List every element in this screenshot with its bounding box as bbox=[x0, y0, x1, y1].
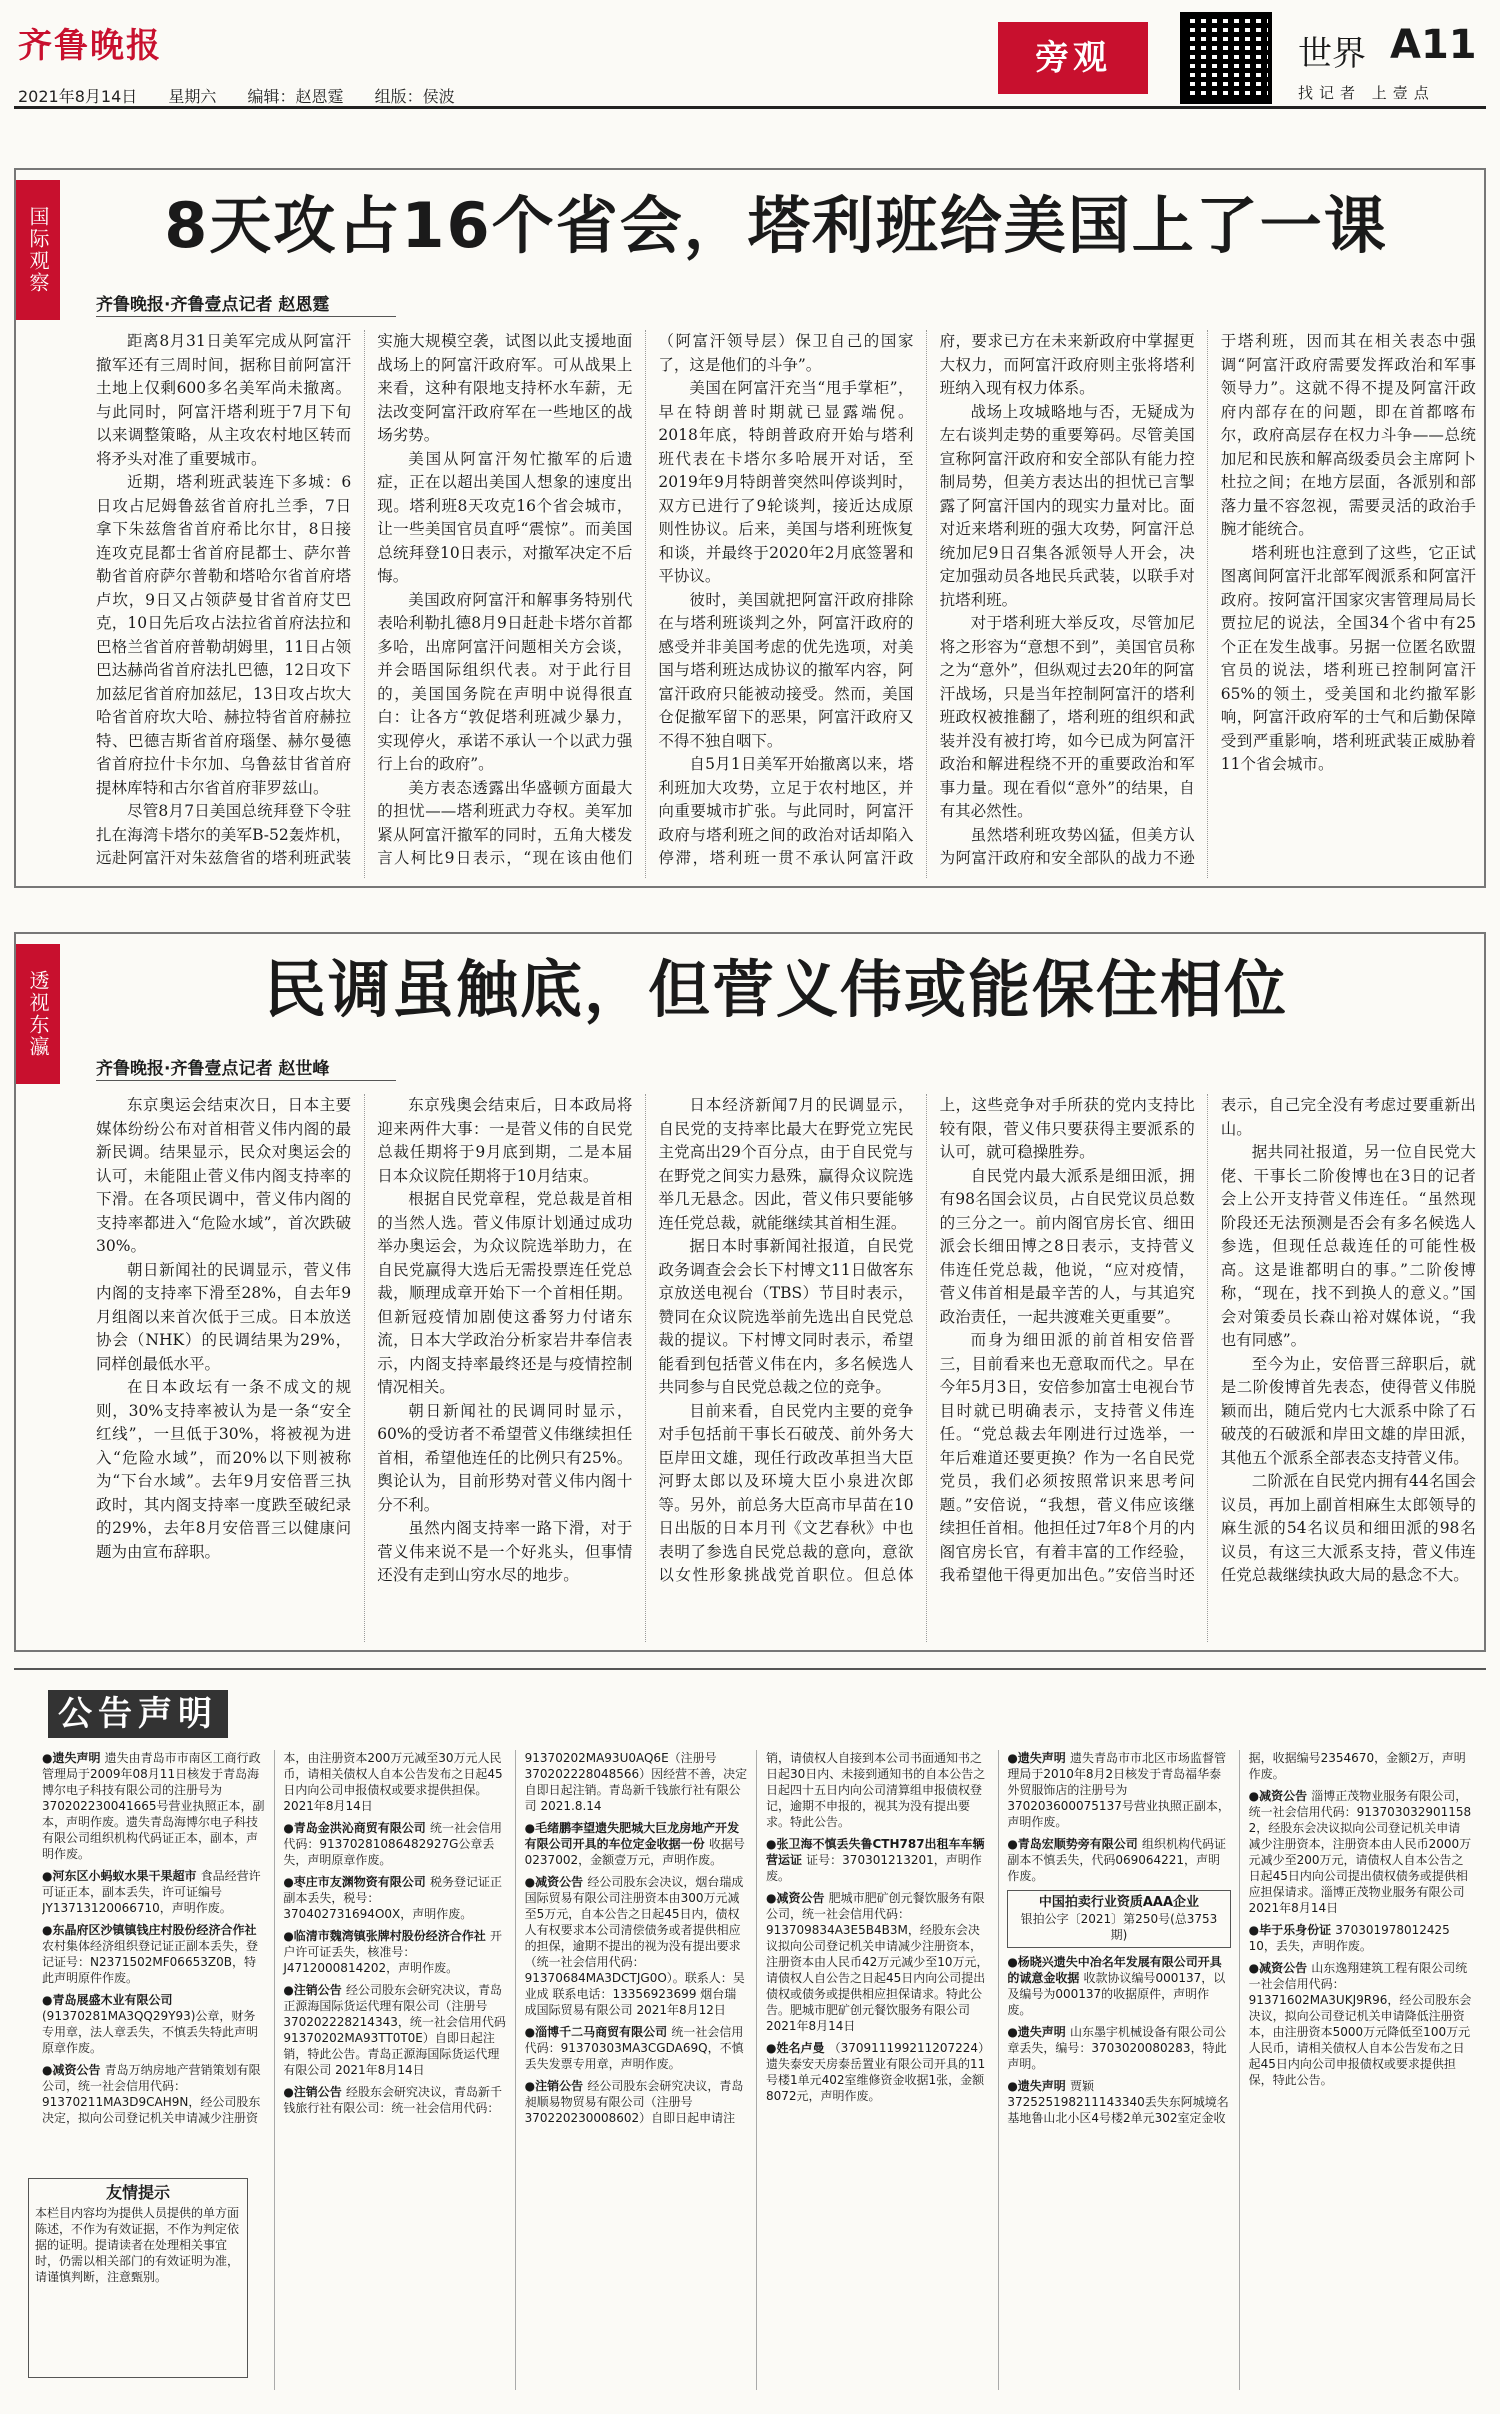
article-byline: 齐鲁晚报·齐鲁壹点记者 赵世峰 bbox=[96, 1059, 330, 1079]
notices-body bbox=[42, 1750, 1472, 2390]
notice-heading: ●遗失声明 bbox=[1007, 2079, 1070, 2093]
article-paragraph: 根据自民党章程，党总裁是首相的当然人选。菅义伟原计划通过成功举办奥运会，为众议院选举助力，在自民党赢得大选后无需投票连任党总裁，顺理成章开始下一个首相任期。但新冠疫情加剧使这番努力付诸东流，日本大学政治分析家岩井奉信表示，内阁支持率最终还是与疫情控制情况相关。 bbox=[377, 1190, 633, 1396]
notice-heading: ●东晶府区沙镇镇钱庄村股份经济合作社 bbox=[42, 1923, 257, 1937]
friendly-tip-title: 友情提示 bbox=[105, 2183, 170, 2202]
notice-text: 经股东会研究决议，青岛新千钱旅行社有限公司：统一社会信用代码：91370202MA93U0AQ6E（注册号370202228048566）因经营不善，决定自即日起注销。青岛新千钱旅行社有限公司 2021.8.14 bbox=[283, 1751, 748, 2115]
notice-heading: ●青岛宏顺势旁有限公司 bbox=[1007, 1837, 1142, 1851]
article-paragraph: 美方表态透露出华盛顿方面最大的担忧——塔利班武力夺权。美军加紧从阿富汗撤军的同时，五角大楼发言人柯比9日表示，“现在该由他们（阿富汗领导层）保卫自己的国家了，这是他们的斗争”。 bbox=[377, 332, 914, 867]
notice-item bbox=[42, 1922, 265, 1986]
article-paragraph: 自5月1日美军开始撤离以来，塔利班加大攻势，立足于农村地区，并向重要城市扩张。与此同时，阿富汗政府与塔利班之间的政治对话却陷入停滞，塔利班一贯不承认阿富汗政府，要求已方在未来新政府中掌握更大权力，而阿富汗政府则主张将塔利班纳入现有权力体系。 bbox=[658, 332, 1195, 867]
notice-heading: ●遗失声明 bbox=[42, 1751, 105, 1765]
article-paragraph: 尽管8月7日美国总统拜登下令驻扎在海湾卡塔尔的美军B-52轰炸机，远赴阿富汗对朱兹詹省的塔利班武装实施大规模空袭，试图以此支援地面战场上的阿富汗政府军。可从战果上来看，这种有限地支持杯水车薪，无法改变阿富汗政府军在一些地区的战场劣势。 bbox=[96, 332, 633, 867]
notice-text: 食品经营许可证正本，副本丢失，许可证编号JY13713120066710，声明作废。 bbox=[42, 1869, 261, 1915]
notice-heading: ●河东区小蚂蚁水果干果超市 bbox=[42, 1869, 201, 1883]
notice-item bbox=[1249, 1788, 1472, 1916]
qr-code-icon bbox=[1180, 12, 1272, 104]
notice-heading: ●临清市魏湾镇张牌村股份经济合作社 bbox=[283, 1929, 490, 1943]
notice-heading: ●减资公告 bbox=[765, 1891, 829, 1905]
dateline bbox=[18, 84, 481, 107]
notice-item bbox=[283, 1928, 506, 1976]
notice-item bbox=[766, 1836, 989, 1884]
article-body bbox=[96, 1094, 1476, 1642]
section-label: 世界 bbox=[1298, 34, 1366, 74]
notice-text: 统一社会信用代码：91370281086482927G公章丢失，声明原章作废。 bbox=[283, 1821, 502, 1867]
notice-item bbox=[42, 1750, 265, 1862]
friendly-tip-text: 本栏目内容均为提供人员提供的单方面陈述，不作为有效证据，不作为判定依据的证明。提请读者在处理相关事宜时，仍需以相关部门的有效证明为准，请谨慎判断，注意甄别。 bbox=[35, 2206, 240, 2284]
article-suga bbox=[14, 932, 1486, 1652]
notice-text: 收据号0237002，金额壹万元，声明作废。 bbox=[524, 1837, 745, 1867]
article-paragraph: 自民党内最大派系是细田派，拥有98名国会议员，占自民党议员总数的三分之一。前内阁官房长官、细田派会长细田博之8日表示，支持菅义伟连任党总裁，他说，“应对疫情，菅义伟首相是最辛苦的人，与其追究政治责任，一起共渡难关更重要”。 bbox=[939, 1166, 1195, 1326]
article-headline: 8天攻占16个省会，塔利班给美国上了一课 bbox=[164, 189, 1388, 262]
notice-item bbox=[766, 2040, 989, 2104]
article-paragraph: 而身为细田派的前首相安倍晋三，目前看来也无意取而代之。早在今年5月3日，安倍参加富士电视台节目时就已明确表示，支持菅义伟连任。“党总裁去年刚进行过选举，一年后难道还要更换？作为一名自民党党员，我们必须按照常识来思考问题。”安倍说，“我想，菅义伟应该继续担任首相。他担任过7年8个月的内阁官房长官，有着丰富的工作经验，我希望他干得更加出色。”安倍当时还表示，自己完全没有考虑过要重新出山。 bbox=[939, 1096, 1476, 1584]
notice-item bbox=[766, 1890, 989, 2034]
notice-text: 经公司股东会决议，烟台瑞成国际贸易有限公司注册资本由300万元减至5万元，自本公告之日起45日内，债权人有权要求本公司清偿债务或者提供相应的担保，逾期不提出的视为没有提出要求（统一社会信用代码：91370684MA3DCTJG0O）。联系人：吴业成 联系电话：13356923699 烟台瑞成国际贸易有限公司 2021年8月12日 bbox=[524, 1875, 745, 2017]
notice-text: 遗失由青岛市市南区工商行政管理局于2009年08月11日核发于青岛海博尔电子科技有限公司的注册号为370202230041665号营业执照正本，副本，声明作废。遗失青岛海博尔电子科技有限公司组织机构代码证正本，副本，声明作废。 bbox=[42, 1751, 265, 1861]
article-paragraph: 东京残奥会结束后，日本政局将迎来两件大事：一是菅义伟的自民党总裁任期将于9月底到期，二是本届日本众议院任期将于10月结束。 bbox=[377, 1096, 633, 1185]
byline-rule bbox=[96, 316, 396, 317]
notice-text: 山东墨宇机械设备有限公司公章丢失，编号：3703020080283，特此声明。 bbox=[1007, 2025, 1227, 2071]
notice-heading: ●杨晓兴遗失中冶名年发展有限公司开具的诚意金收据 bbox=[1007, 1955, 1222, 1985]
notice-text: 证号：370301213201，声明作废。 bbox=[765, 1853, 982, 1883]
header-rule bbox=[14, 106, 1486, 109]
issue-weekday: 星期六 bbox=[168, 87, 217, 106]
notice-heading: ●毕于乐身份证 bbox=[1248, 1923, 1336, 1937]
article-taliban bbox=[14, 168, 1486, 888]
notice-text: 统一社会信用代码：91370303MA3CGDA69Q，不慎丢失发票专用章，声明作废。 bbox=[524, 2025, 744, 2071]
article-paragraph: 二阶派在自民党内拥有44名国会议员，再加上副首相麻生太郎领导的麻生派的54名议员和细田派的98名议员，有这三大派系支持，菅义伟连任党总裁继续执政大局的悬念不大。 bbox=[1220, 1472, 1476, 1584]
notice-item bbox=[1007, 1954, 1230, 2018]
notice-heading: ●枣庄市友渊物资有限公司 bbox=[283, 1875, 430, 1889]
notice-heading: ●青岛金洪沁商贸有限公司 bbox=[283, 1821, 430, 1835]
notice-text: 遗失青岛市市北区市场监督管理局于2010年8月2日核发于青岛福华泰外贸服饰店的注册号为370203600075137号营业执照正副本，声明作废。 bbox=[1007, 1751, 1230, 1829]
editor-credit: 编辑：赵恩霆 bbox=[247, 87, 344, 106]
notice-item bbox=[1007, 2024, 1230, 2072]
article-paragraph: 塔利班也注意到了这些，它正试图离间阿富汗北部军阀派系和阿富汗政府。按阿富汗国家灾害管理局局长贾拉尼的说法，全国34个省中有25个正在发生战事。另据一位匿名欧盟官员的说法，塔利班已控制阿富汗65%的领土，受美国和北约撤军影响，阿富汗政府军的士气和后勤保障受到严重影响，塔利班武装正威胁着11个省会城市。 bbox=[1220, 543, 1476, 773]
article-paragraph: 据共同社报道，另一位自民党大佬、干事长二阶俊博也在3日的记者会上公开支持菅义伟连任。“虽然现阶段还无法预测是否会有多名候选人参选，但现任总裁连任的可能性极高。这是谁都明白的事。”二阶俊博称，“现在，找不到换人的意义。”国会对策委员长森山裕对媒体说，“我也有同感”。 bbox=[1220, 1143, 1476, 1349]
notice-item bbox=[283, 1820, 506, 1868]
notice-heading: ●注销公告 bbox=[524, 2079, 588, 2093]
auction-title: 中国拍卖行业资质AAA企业 bbox=[1038, 1895, 1200, 1910]
article-paragraph: 朝日新闻社的民调同时显示，60%的受访者不希望菅义伟继续担任首相，希望他连任的比例只有25%。舆论认为，目前形势对菅义伟内阁十分不利。 bbox=[377, 1401, 633, 1514]
notice-text: （370911199211207224）遗失泰安天房泰岳置业有限公司开具的11号楼1单元402室维修资金收据1张，金额8072元，声明作废。 bbox=[765, 2041, 986, 2103]
notice-item bbox=[283, 1874, 506, 1922]
notice-item bbox=[1249, 1922, 1472, 1954]
layout-credit: 组版：侯波 bbox=[374, 87, 455, 106]
notice-text: 贾颖372525198211143340丢失东阿城境名基地鲁山北小区4号楼2单元302室定金收据，收据编号2354670，金额2万，声明作废。 bbox=[1007, 1751, 1466, 2125]
article-paragraph: 美国在阿富汗充当“甩手掌柜”，早在特朗普时期就已显露端倪。2018年底，特朗普政府开始与塔利班代表在卡塔尔多哈展开对话，至2019年9月特朗普突然叫停谈判时，双方已进行了9轮谈判，接近达成原则性协议。后来，美国与塔利班恢复和谈，并最终于2020年2月底签署和平协议。 bbox=[658, 379, 914, 585]
notice-text: 肥城市肥矿创元餐饮服务有限公司，统一社会信用代码：913709834A3E5B4B3M，经股东会决议拟向公司登记机关申请减少注册资本，注册资本由人民币42万元减少至10万元，请债权人自公告之日起45日内向公司提出债权或债务或提供相应担保请求。特此公告。肥城市肥矿创元餐饮服务有限公司 2021年8月14日 bbox=[765, 1891, 989, 2033]
newspaper-logo: 齐鲁晚报 bbox=[18, 26, 162, 66]
article-paragraph: 朝日新闻社的民调显示，菅义伟内阁的支持率下滑至28%，自去年9月组阁以来首次低于三成。日本放送协会（NHK）的民调结果为29%，同样创最低水平。 bbox=[96, 1260, 352, 1373]
article-byline: 齐鲁晚报·齐鲁壹点记者 赵恩霆 bbox=[96, 295, 330, 315]
contact-line: 找记者 上壹点 bbox=[1298, 84, 1435, 102]
notice-item bbox=[525, 2024, 748, 2072]
notice-item bbox=[1007, 1836, 1230, 1884]
article-body bbox=[96, 330, 1476, 878]
notice-text: 山东逸翔建筑工程有限公司统一社会信用代码：91371602MA3UKJ9R96，经公司股东会决议，拟向公司登记机关申请降低注册资本，由注册资本5000万元降低至100万元人民币，请相关债权人自本公告发布之日起45日内向公司申报债权或要求提供担保，特此公告。 bbox=[1248, 1961, 1472, 2087]
notice-text: 370301978012425 10，丢失，声明作废。 bbox=[1248, 1923, 1450, 1953]
notice-heading: ●姓名卢曼 bbox=[765, 2041, 829, 2055]
article-paragraph: 彼时，美国就把阿富汗政府排除在与塔利班谈判之外，阿富汗政府的感受并非美国考虑的优先选项，对美国与塔利班达成协议的撤军内容，阿富汗政府只能被动接受。然而，美国仓促撤军留下的恶果，阿富汗政府又不得不独自咽下。 bbox=[658, 590, 914, 750]
notice-item bbox=[42, 1992, 265, 2056]
notice-heading: ●淄博千二马商贸有限公司 bbox=[524, 2025, 672, 2039]
notice-text: 经公司股东会研究决议，青岛昶顺易物贸易有限公司（注册号370220230008602）自即日起申请注销，请债权人自接到本公司书面通知书之日起30日内、未接到通知书的自本公告之日起四十五日内向公司清算组申报债权登记，逾期不申报的，视其为没有提出要求。特此公告。 bbox=[524, 1751, 986, 2125]
article-paragraph: 目前来看，自民党内主要的竞争对手包括前干事长石破茂、前外务大臣岸田文雄，现任行政改革担当大臣河野太郎以及环境大臣小泉进次郎等。另外，前总务大臣高市早苗在10日出版的日本月刊《文艺春秋》中也表明了参选自民党总裁的意向，意欲以女性形象挑战党首职位。但总体上，这些竞争对手所获的党内支持比较有限，菅义伟只要获得主要派系的认可，就可稳操胜券。 bbox=[658, 1096, 1195, 1584]
page-tag: 旁观 bbox=[998, 22, 1148, 94]
notice-text: 青岛万纳房地产营销策划有限公司，统一社会信用代码：91370211MA3D9CAH9N，经公司股东决定，拟向公司登记机关申请减少注册资本，由注册资本200万元减至30万元人民币，请相关债权人自本公告发布之日起45日内向公司申报债权或要求提供担保。2021年8月14日 bbox=[42, 1751, 503, 2125]
article-paragraph: 至今为止，安倍晋三辞职后，就是二阶俊博首先表态，使得菅义伟脱颖而出，随后党内七大派系中除了石破茂的石破派和岸田文雄的岸田派，其他五个派系全部表态支持菅义伟。 bbox=[1220, 1354, 1476, 1467]
notice-item bbox=[1007, 1750, 1230, 1830]
notice-item bbox=[525, 1874, 748, 2018]
notice-text: 淄博正茂物业服务有限公司，统一社会信用代码：913703032901158 2，经股东会决议拟向公司登记机关申请减少注册资本，注册资本由人民币2000万元减少至200万元，请债权人自本公告之日起45日内向公司提出债权债务或提供相应担保请求。淄博正茂物业服务有限公司 2021年8月14日 bbox=[1248, 1789, 1472, 1915]
article-paragraph: 在日本政坛有一条不成文的规则，30%支持率被认为是一条“安全红线”，一旦低于30%，将被视为进入“危险水域”，而20%以下则被称为“下台水域”。去年9月安倍晋三执政时，其内阁支持率一度跌至破纪录的29%，去年8月安倍晋三以健康问题为由宣布辞职。 bbox=[96, 1378, 352, 1561]
page-number: A11 bbox=[1390, 22, 1477, 68]
column-tag: 国际观察 bbox=[16, 180, 60, 320]
article-paragraph: 对于塔利班大举反攻，尽管加尼将之形容为“意想不到”，美国官员称之为“意外”，但纵观过去20年的阿富汗战场，只是当年控制阿富汗的塔利班政权被推翻了，塔利班的组织和武装并没有被打垮，如今已成为阿富汗政治和解进程绕不开的重要政治和军事力量。现在看似“意外”的结果，自有其必然性。 bbox=[939, 614, 1195, 820]
notice-text: 组织机构代码证副本不慎丢失，代码069064221，声明作废。 bbox=[1007, 1837, 1226, 1883]
article-paragraph: 据日本时事新闻社报道，自民党政务调查会会长下村博文11日做客东京放送电视台（TBS）节目时表示，赞同在众议院选举前先选出自民党总裁的提议。下村博文同时表示，希望能看到包括菅义伟在内，多名候选人共同参与自民党总裁之位的竞争。 bbox=[658, 1237, 914, 1396]
notice-item bbox=[1249, 1960, 1472, 2088]
notice-heading: ●张卫海不慎丢失鲁CTH787出租车车辆营运证 bbox=[765, 1837, 985, 1867]
article-paragraph: 日本经济新闻7月的民调显示，自民党的支持率比最大在野党立宪民主党高出29个百分点，由于自民党与在野党之间实力悬殊，赢得众议院选举几无悬念。因此，菅义伟只要能够连任党总裁，就能继续其首相生涯。 bbox=[658, 1096, 914, 1232]
auction-subtitle: 银拍公字〔2021〕第250号(总3753期) bbox=[1020, 1912, 1218, 1942]
article-paragraph: 虽然塔利班攻势凶猛，但美方认为阿富汗政府和安全部队的战力不逊于塔利班，因而其在相关表态中强调“阿富汗政府需要发挥政治和军事领导力”。这就不得不提及阿富汗政府内部存在的问题，即在首都喀布尔，政府高层存在权力斗争——总统加尼和民族和解高级委员会主席阿卜杜拉之间；在地方层面，各派别和部落力量不容忽视，需要灵活的政治手腕才能统合。 bbox=[939, 332, 1476, 867]
notice-text: 开户许可证丢失，核准号：J4712000814202，声明作废。 bbox=[283, 1929, 502, 1975]
notice-text: 经公司股东会研究决议，青岛正源海国际货运代理有限公司（注册号370202228214343，统一社会信用代码91370202MA93TT0T0E）自即日起注销，特此公告。青岛正源海国际货运代理有限公司 2021年8月14日 bbox=[283, 1983, 506, 2077]
article-paragraph: 距离8月31日美军完成从阿富汗撤军还有三周时间，据称目前阿富汗土地上仅剩600多名美军尚未撤离。与此同时，阿富汗塔利班于7月下旬以来调整策略，从主攻农村地区转而将矛头对准了重要城市。 bbox=[96, 332, 352, 468]
article-paragraph: 美国政府阿富汗和解事务特别代表哈利勒扎德8月9日赶赴卡塔尔首都多哈，出席阿富汗问题相关方会谈，并会晤国际组织代表。对于此行目的，美国国务院在声明中说得很直白：让各方“敦促塔利班减少暴力，实现停火，承诺不承认一个以武力强行上台的政府”。 bbox=[377, 590, 633, 773]
notice-heading: ●减资公告 bbox=[42, 2063, 105, 2077]
notices-title: 公告声明 bbox=[48, 1690, 228, 1738]
notice-heading: ●减资公告 bbox=[1248, 1961, 1312, 1975]
notice-heading: ●注销公告 bbox=[283, 2085, 346, 2099]
notice-text: (91370281MA3QQ29Y93)公章，财务专用章，法人章丢失，不慎丢失特此声明原章作废。 bbox=[42, 2009, 259, 2055]
notice-heading: ●遗失声明 bbox=[1007, 2025, 1070, 2039]
article-paragraph: 东京奥运会结束次日，日本主要媒体纷纷公布对首相菅义伟内阁的最新民调。结果显示，民众对奥运会的认可，未能阻止菅义伟内阁支持率的下滑。在各项民调中，菅义伟内阁的支持率都进入“危险水域”，首次跌破30%。 bbox=[96, 1096, 352, 1255]
notice-text: 税务登记证正副本丢失，税号：370402731694O0X，声明作废。 bbox=[283, 1875, 502, 1921]
notice-item bbox=[42, 1868, 265, 1916]
notice-heading: ●注销公告 bbox=[283, 1983, 346, 1997]
friendly-tip-box bbox=[28, 2178, 248, 2378]
notice-heading: ●减资公告 bbox=[524, 1875, 588, 1889]
issue-date: 2021年8月14日 bbox=[18, 87, 138, 106]
masthead bbox=[0, 0, 1500, 150]
article-paragraph: 近期，塔利班武装连下多城：6日攻占尼姆鲁兹省首府扎兰季，7日拿下朱兹詹省首府希比尔甘，8日接连攻克昆都士省首府昆都士、萨尔普勒省首府萨尔普勒和塔哈尔省首府塔卢坎，9日又占领萨曼甘省首府艾巴克，10日先后攻占法拉省首府法拉和巴格兰省首府普勒胡姆里，11日占领巴达赫尚省首府法扎巴德，12日攻下加兹尼省首府加兹尼，13日攻占坎大哈省首府坎大哈、赫拉特省首府赫拉特、巴德吉斯省首府瑙堡、赫尔曼德省首府拉什卡尔加、乌鲁兹甘省首府提林库特和古尔省首府菲罗兹山。 bbox=[96, 473, 352, 797]
article-headline: 民调虽触底，但菅义伟或能保住相位 bbox=[263, 953, 1288, 1026]
notice-heading: ●遗失声明 bbox=[1007, 1751, 1070, 1765]
article-paragraph: 虽然内阁支持率一路下滑，对于菅义伟来说不是一个好兆头，但事情还没有走到山穷水尽的地步。 bbox=[377, 1519, 633, 1584]
notice-heading: ●毛绪鹏李望遗失肥城大巨龙房地产开发有限公司开具的车位定金收据一份 bbox=[524, 1821, 740, 1851]
notice-item bbox=[525, 1820, 748, 1868]
article-paragraph: 战场上攻城略地与否，无疑成为左右谈判走势的重要筹码。尽管美国宣称阿富汗政府和安全部队有能力控制局势，但美方表达出的担忧已言掣露了阿富汗国内的现实力量对比。面对近来塔利班的强大攻势，阿富汗总统加尼9日召集各派领导人开会，决定加强动员各地民兵武装，以联手对抗塔利班。 bbox=[939, 402, 1195, 609]
notice-text: 农村集体经济组织登记证正副本丢失，登记证号：N2371502MF06653Z0B，特此声明原件作废。 bbox=[42, 1939, 259, 1985]
column-tag: 透视东瀛 bbox=[16, 944, 60, 1084]
notice-item bbox=[283, 1982, 506, 2078]
article-paragraph: 美国从阿富汗匆忙撤军的后遗症，正在以超出美国人想象的速度出现。塔利班8天攻克16个省会城市，让一些美国官员直呼“震惊”。而美国总统拜登10日表示，对撤军决定不后悔。 bbox=[377, 449, 633, 585]
auction-notice bbox=[1007, 1890, 1230, 1948]
byline-rule bbox=[96, 1080, 396, 1081]
notice-text: 收款协议编号000137，以及编号为000137的收据原件，声明作废。 bbox=[1007, 1971, 1226, 2017]
notice-heading: ●青岛展盛木业有限公司 bbox=[42, 1993, 173, 2007]
notice-heading: ●减资公告 bbox=[1248, 1789, 1312, 1803]
